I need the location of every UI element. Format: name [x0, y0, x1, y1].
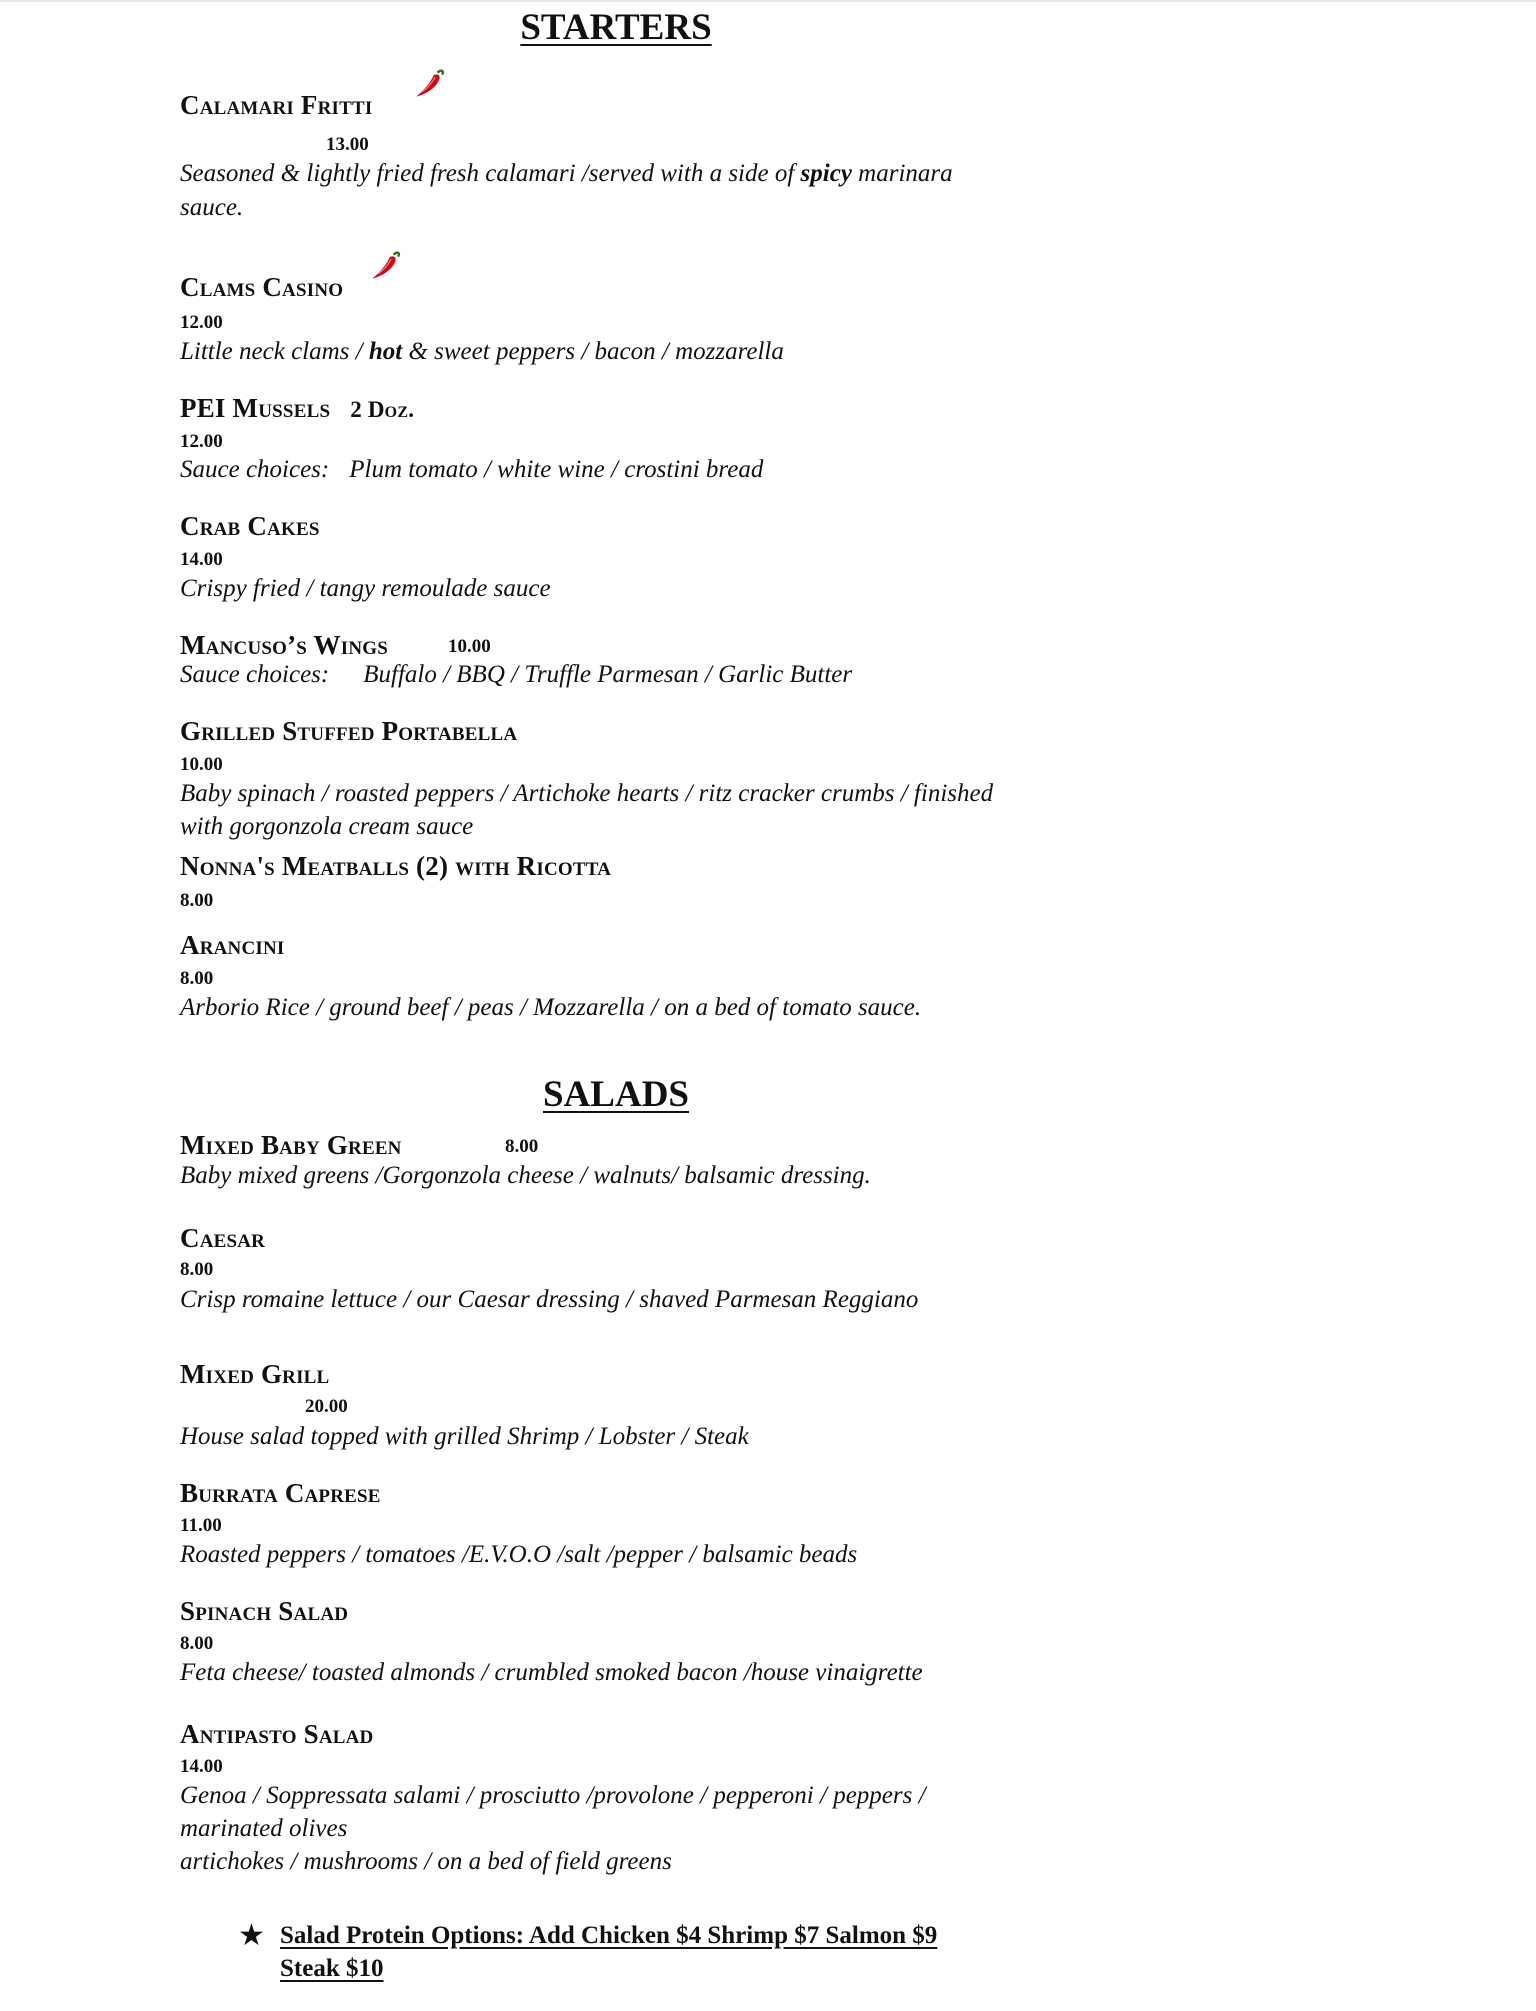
menu-item-description: Arborio Rice / ground beef / peas / Mozzarella / on a bed of tomato sauce. — [180, 994, 922, 1021]
menu-item-description: Genoa / Soppressata salami / prosciutto /provolone / pepperoni / peppers / — [180, 1782, 926, 1809]
menu-item-name: Caesar — [180, 1223, 266, 1253]
menu-item-name: Clams Casino — [180, 272, 344, 302]
menu-item-price: 8.00 — [180, 1633, 214, 1654]
protein-options-note: Salad Protein Options: Add Chicken $4 Shrimp $7 Salmon $9 — [280, 1922, 938, 1949]
salads-heading: SALADS — [543, 1074, 689, 1115]
menu-item-name: Calamari Fritti — [180, 90, 373, 120]
menu-item-description: Seasoned & lightly fried fresh calamari /served with a side of spicy marinara — [180, 160, 953, 187]
menu-item-price: 12.00 — [180, 431, 223, 452]
starters-heading: STARTERS — [520, 7, 712, 48]
menu-item-description: Feta cheese/ toasted almonds / crumbled smoked bacon /house vinaigrette — [180, 1659, 923, 1686]
menu-item-name: Mixed Baby Green — [180, 1130, 402, 1160]
menu-item-price: 11.00 — [180, 1515, 222, 1536]
menu-item-description: Crispy fried / tangy remoulade sauce — [180, 575, 551, 602]
menu-item-name: Mixed Grill — [180, 1359, 330, 1389]
menu-item-description-line2: marinated olives — [180, 1815, 348, 1842]
menu-item-price: 10.00 — [180, 754, 223, 775]
menu-item-description: Roasted peppers / tomatoes /E.V.O.O /salt /pepper / balsamic beads — [180, 1541, 858, 1568]
menu-item-description: Little neck clams / hot & sweet peppers / bacon / mozzarella — [180, 338, 784, 365]
menu-item-price: 8.00 — [505, 1136, 539, 1157]
menu-item-price: 8.00 — [180, 968, 214, 989]
menu-item-description: Sauce choices: Plum tomato / white wine / crostini bread — [180, 456, 764, 483]
top-rule — [0, 0, 1536, 2]
menu-item-name: Mancuso’s Wings — [180, 630, 388, 660]
menu-item-price: 13.00 — [326, 134, 369, 155]
menu-item-description: Crisp romaine lettuce / our Caesar dressing / shaved Parmesan Reggiano — [180, 1286, 919, 1313]
menu-item-description: House salad topped with grilled Shrimp / Lobster / Steak — [180, 1423, 749, 1450]
protein-options-note-line2: Steak $10 — [280, 1955, 384, 1982]
menu-item-name: Burrata Caprese — [180, 1478, 381, 1508]
menu-item-name: Antipasto Salad — [180, 1719, 374, 1749]
menu-item-description: Baby spinach / roasted peppers / Artichoke hearts / ritz cracker crumbs / finished — [180, 780, 994, 807]
menu-item-price: 14.00 — [180, 549, 223, 570]
menu-item-price: 8.00 — [180, 890, 214, 911]
menu-item-price: 10.00 — [448, 636, 491, 657]
menu-item-description: Sauce choices: Buffalo / BBQ / Truffle Parmesan / Garlic Butter — [180, 661, 853, 688]
menu-item-name: Grilled Stuffed Portabella — [180, 716, 518, 746]
menu-item-price: 20.00 — [305, 1396, 348, 1417]
menu-item-price: 14.00 — [180, 1756, 223, 1777]
menu-item-quantity: 2 Doz. — [350, 397, 415, 422]
menu-item-description-line3: artichokes / mushrooms / on a bed of field greens — [180, 1848, 672, 1875]
chili-pepper-icon — [368, 248, 402, 282]
menu-item-price: 8.00 — [180, 1259, 214, 1280]
menu-item-name: Crab Cakes — [180, 511, 320, 541]
menu-item-name: Spinach Salad — [180, 1596, 349, 1626]
menu-item-description-line2: with gorgonzola cream sauce — [180, 813, 474, 840]
menu-item-name: Nonna's Meatballs (2) with Ricotta — [180, 851, 612, 881]
menu-item-name: PEI Mussels 2 Doz. — [180, 393, 415, 423]
menu-item-description-line2: sauce. — [180, 194, 244, 221]
menu-item-price: 12.00 — [180, 312, 223, 333]
menu-item-description: Baby mixed greens /Gorgonzola cheese / walnuts/ balsamic dressing. — [180, 1162, 871, 1189]
menu-item-name: Arancini — [180, 930, 285, 960]
star-bullet-icon: ★ — [238, 1919, 265, 1952]
chili-pepper-icon — [412, 66, 446, 100]
